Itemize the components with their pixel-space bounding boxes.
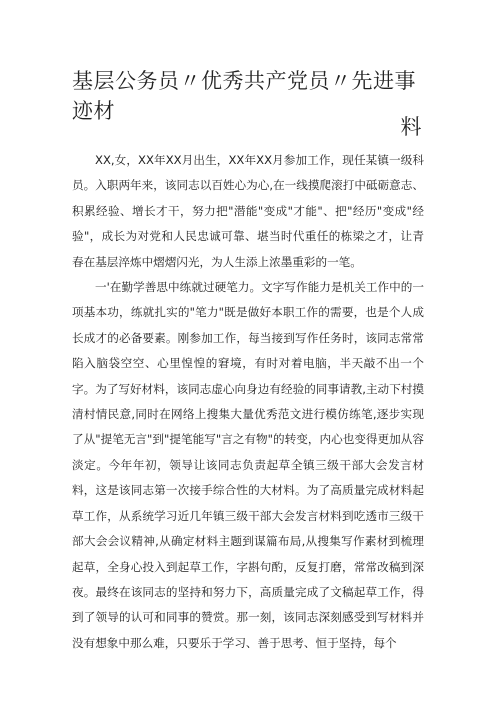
document-body	[72, 148, 424, 656]
paragraph-writing-skill: 一'在勤学善思中练就过硬笔力。文字写作能力是机关工作中的一项基本功，练就扎实的"笔力"既是做好本职工作的需要，也是个人成长成才的必备要素。刚参加工作，每当接到写作任务时，该同志常常陷入脑袋空空、心里惶惶的窘境，有时对着电脑，半天敲不出一个字。为了写好材料，该同志虚心向身边有经验的同事请教,主动下村摸清村情民意,同时在网络上搜集大量优秀范文进行模仿练笔,逐步实现了从"提笔无言"到"提笔能写"言之有物"的转变，内心也变得更加从容淡定。今年年初，领导让该同志负责起草全镇三级干部大会发言材料，这是该同志第一次接手综合性的大材料。为了高质量完成材料起草工作，从系统学习近几年镇三级干部大会发言材料到吃透市三级干部大会会议精神,从确定材料主题到谋篇布局,从搜集写作素材到梳理起草，全身心投入到起草工作，字斟句酌，反复打磨，常常改稿到深夜。最终在该同志的坚持和努力下，高质量完成了文稿起草工作，得到了领导的认可和同事的赞赏。那一刻，该同志深刻感受到写材料并没有想象中那么难，只要乐于学习、善于思考、恒于坚持，每个	[72, 280, 424, 650]
paragraph-intro: XX,女，XX年XX月出生，XX年XX月参加工作，现任某镇一级科员。入职两年来，该同志以百姓心为心,在一线摸爬滚打中砥砺意志、积累经验、增长才干，努力把"潜能"变成"才能"、把"经历"变成"经验"，成长为对党和人民忠诚可靠、堪当时代重任的栋梁之才，让青春在基层淬炼中熠熠闪光，为人生添上浓墨重彩的一笔。	[72, 153, 424, 269]
document-title-continuation: 料	[400, 115, 422, 139]
document-title: 基层公务员〃优秀共产党员〃先进事迹材	[72, 69, 416, 123]
